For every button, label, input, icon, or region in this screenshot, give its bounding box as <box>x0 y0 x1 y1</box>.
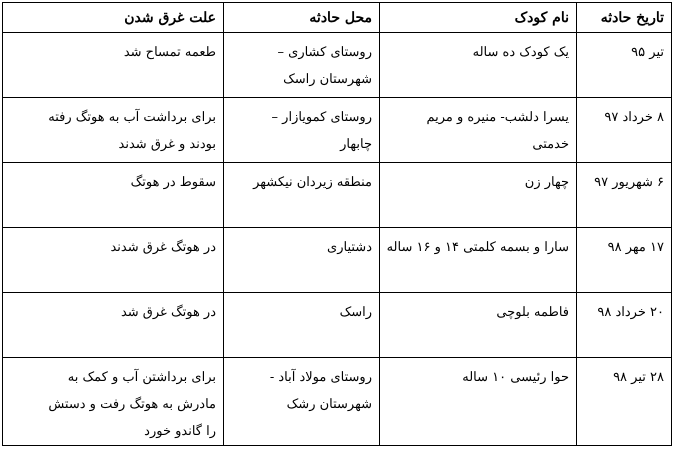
cell-incident-place: روستای کشاری – شهرستان راسک <box>224 33 380 98</box>
cell-drowning-cause: برای برداشت آب به هوتگ رفته بودند و غرق شدند <box>3 98 224 163</box>
cell-incident-place: منطقه زیردان نیکشهر <box>224 163 380 228</box>
cell-drowning-cause: در هوتگ غرق شدند <box>3 228 224 293</box>
cell-date: ۸ خرداد ۹۷ <box>577 98 672 163</box>
cell-date: ۶ شهریور ۹۷ <box>577 163 672 228</box>
header-drowning-cause: علت غرق شدن <box>3 3 224 33</box>
header-row <box>3 3 672 33</box>
cell-incident-place: دشتیاری <box>224 228 380 293</box>
table-row <box>3 98 672 163</box>
table-row <box>3 33 672 98</box>
cell-child-name: یسرا دلشب- منیره و مریم خدمتی <box>380 98 577 163</box>
cell-incident-place: راسک <box>224 293 380 358</box>
table-row <box>3 228 672 293</box>
cell-child-name: حوا رئیسی ۱۰ ساله <box>380 358 577 446</box>
cell-child-name: یک کودک ده ساله <box>380 33 577 98</box>
cell-child-name: فاطمه بلوچی <box>380 293 577 358</box>
cell-drowning-cause: در هوتگ غرق شد <box>3 293 224 358</box>
cell-child-name: سارا و بسمه کلمتی ۱۴ و ۱۶ ساله <box>380 228 577 293</box>
table-row <box>3 293 672 358</box>
cell-incident-place: روستای مولاد آباد - شهرستان رشک <box>224 358 380 446</box>
cell-date: ۲۸ تیر ۹۸ <box>577 358 672 446</box>
cell-drowning-cause: طعمه تمساح شد <box>3 33 224 98</box>
header-date: تاریخ حادثه <box>577 3 672 33</box>
table-row <box>3 163 672 228</box>
cell-incident-place: روستای کمویازار – چابهار <box>224 98 380 163</box>
cell-drowning-cause: برای برداشتن آب و کمک به مادرش به هوتگ رفت و دستش را گاندو خورد <box>3 358 224 446</box>
incident-table <box>2 2 672 446</box>
cell-date: تیر ۹۵ <box>577 33 672 98</box>
header-incident-place: محل حادثه <box>224 3 380 33</box>
table-row <box>3 358 672 446</box>
cell-drowning-cause: سقوط در هوتگ <box>3 163 224 228</box>
cell-date: ۲۰ خرداد ۹۸ <box>577 293 672 358</box>
cell-child-name: چهار زن <box>380 163 577 228</box>
header-child-name: نام کودک <box>380 3 577 33</box>
cell-date: ۱۷ مهر ۹۸ <box>577 228 672 293</box>
